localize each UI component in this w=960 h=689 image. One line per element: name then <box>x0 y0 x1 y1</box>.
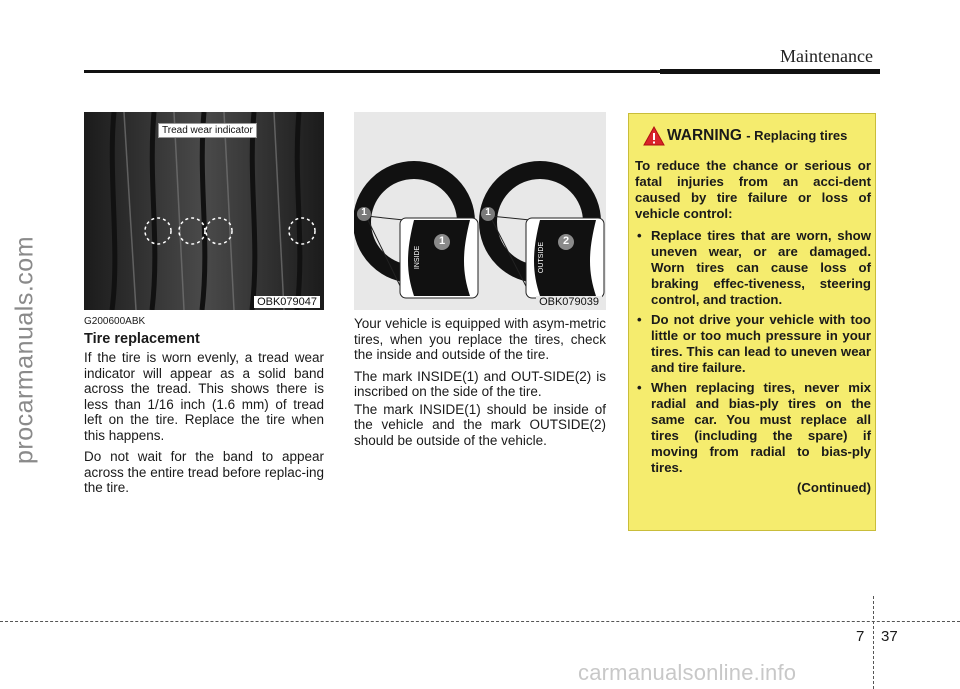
column-1-body <box>84 350 324 502</box>
warning-intro: To reduce the chance or serious or fatal injuries from an acci-dent caused by tire failure or loss of vehicle control: <box>635 158 871 221</box>
paragraph: The mark INSIDE(1) should be inside of the vehicle and the mark OUTSIDE(2) should be outside of the vehicle. <box>354 401 606 448</box>
warning-subtitle: - Replacing tires <box>746 128 848 143</box>
header-rule-accent <box>660 69 880 74</box>
warning-bullet: • When replacing tires, never mix radial and bias-ply tires on the same car. You must replace all tires (including the spare) if moving from radial to bias-ply tires. <box>635 380 871 476</box>
tire-inside-outside-diagram <box>354 112 606 310</box>
warning-header <box>635 124 871 158</box>
marker-1: 1 <box>438 235 446 247</box>
section-heading: Tire replacement <box>84 331 200 347</box>
marker-1-small: 1 <box>361 207 367 218</box>
footer-rule <box>0 621 960 622</box>
inside-mark: INSIDE <box>414 245 422 270</box>
tire-tread-illustration <box>84 112 324 310</box>
warning-bullet: • Do not drive your vehicle with too little or too much pressure in your tires. This can lead to uneven wear and tire failure. <box>635 312 871 376</box>
warning-title: WARNING <box>667 127 742 144</box>
page-number: 37 <box>881 628 898 645</box>
warning-triangle-icon <box>643 126 665 146</box>
footer-divider <box>873 596 874 689</box>
outside-mark: OUTSIDE <box>538 241 546 274</box>
figure-code: OBK079039 <box>536 296 602 308</box>
bottom-watermark: carmanualsonline.info <box>578 660 797 685</box>
paragraph: Your vehicle is equipped with asym-metric tires, when you replace the tires, check the inside and outside of the tire. <box>354 316 606 362</box>
column-2-body <box>354 316 606 454</box>
side-watermark <box>10 140 40 560</box>
warning-box <box>628 113 876 531</box>
chapter-number: 7 <box>856 628 865 645</box>
section-title: Maintenance <box>780 46 873 66</box>
figure-code: OBK079047 <box>254 296 320 308</box>
paragraph: Do not wait for the band to appear across the entire tread before replac-ing the tire. <box>84 449 324 495</box>
warning-bullet: • Replace tires that are worn, show uneven wear, or are damaged. Worn tires can cause loss of braking effec-tiveness, steering control, and traction. <box>635 228 871 308</box>
paragraph: The mark INSIDE(1) and OUT-SIDE(2) is inscribed on the side of the tire. <box>354 368 606 399</box>
side-watermark-text: procarmanuals.com <box>10 235 39 465</box>
section-code: G200600ABK <box>84 316 146 327</box>
continued-label: (Continued) <box>797 480 871 495</box>
tread-wear-photo <box>84 112 324 310</box>
paragraph: If the tire is worn evenly, a tread wear indicator will appear as a solid band across the tread. This shows there is less than 1/16 inch (1.6 mm) of tread left on the tire. Replace the tire when this happens. <box>84 350 324 443</box>
marker-1-small-right: 1 <box>485 207 491 218</box>
tread-wear-indicator-label: Tread wear indicator <box>158 123 257 138</box>
marker-2: 2 <box>562 235 570 247</box>
asymmetric-tires-illustration <box>354 112 606 310</box>
